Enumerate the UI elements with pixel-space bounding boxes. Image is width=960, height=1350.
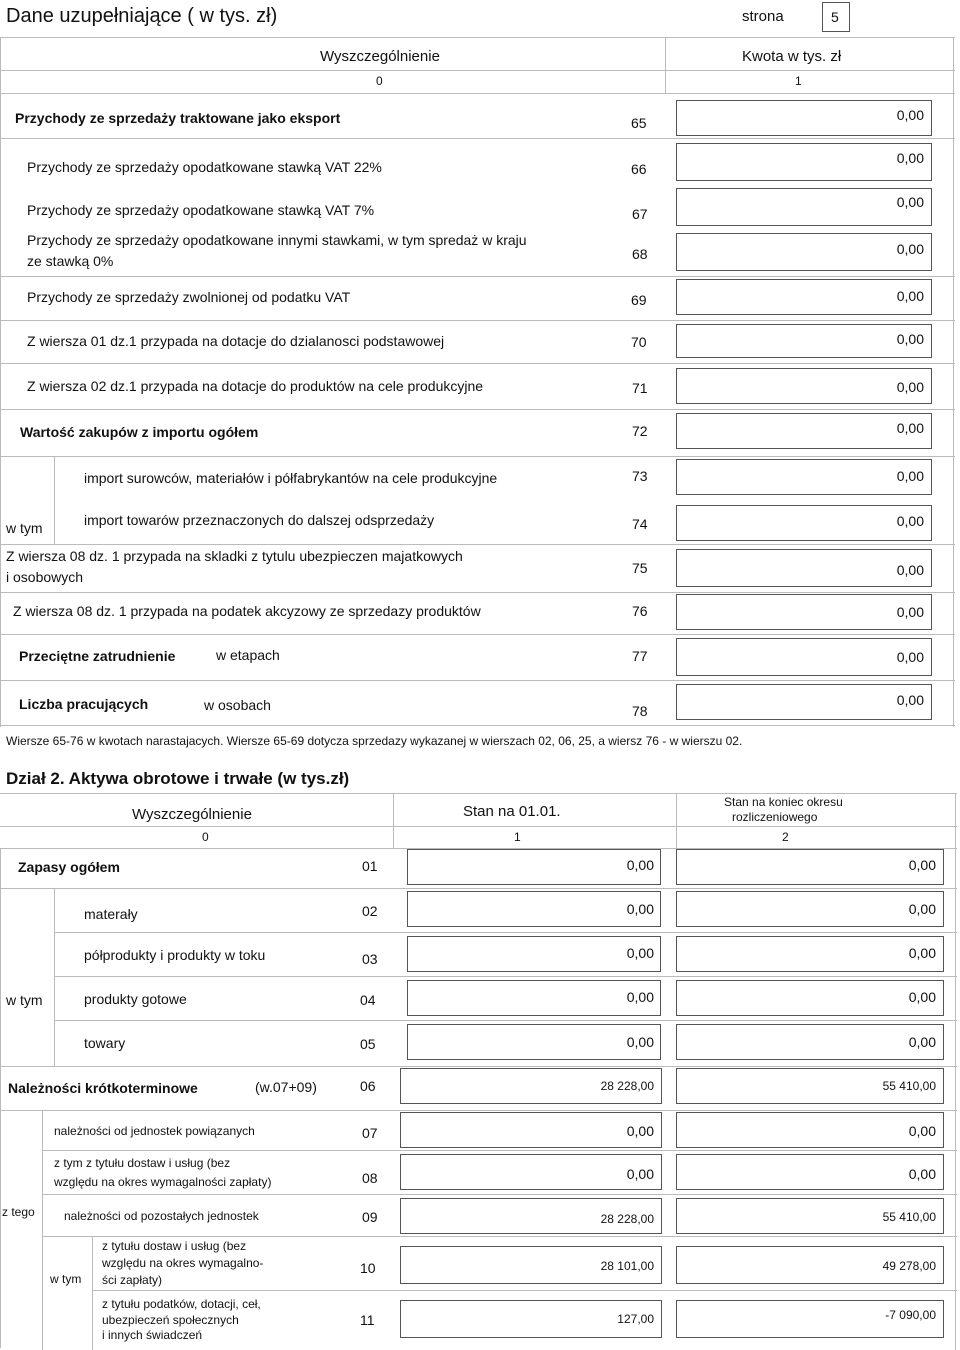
row-value: 0,00 (896, 150, 924, 166)
s2-row-label-line1: z tytułu podatków, dotacji, ceł, (102, 1297, 261, 1311)
s2-row-code: 02 (362, 903, 378, 919)
row-unit: w osobach (204, 697, 271, 713)
s2-start-field[interactable] (407, 849, 661, 885)
value-field[interactable] (676, 594, 932, 630)
value-field[interactable] (676, 684, 932, 720)
s2-row-label-line1: z tym z tytułu dostaw i usług (bez (54, 1156, 231, 1170)
s2-row-code: 04 (360, 992, 376, 1008)
s2-start-value: 0,00 (626, 901, 654, 917)
s2-end-field[interactable] (676, 1112, 944, 1148)
row-value: 0,00 (896, 379, 924, 395)
section2-column-description: Wyszczególnienie (132, 806, 252, 823)
row-label-line1: Przychody ze sprzedaży opodatkowane innymi stawkami, w tym spredaż w kraju (27, 232, 527, 248)
s2-start-value: 0,00 (626, 1034, 654, 1050)
row-value: 0,00 (896, 604, 924, 620)
row-code: 76 (632, 603, 648, 619)
s2-row-label-line2: względu na okres wymagalności zapłaty) (54, 1175, 272, 1189)
s2-end-value: 55 410,00 (882, 1210, 936, 1224)
z-tego-label: z tego (2, 1205, 35, 1219)
row-label: Z wiersza 01 dz.1 przypada na dotacje do dzialanosci podstawowej (27, 333, 445, 349)
row-label-line2: ze stawką 0% (27, 253, 114, 269)
row-value: 0,00 (896, 649, 924, 665)
s2-end-value: 0,00 (908, 945, 936, 961)
s2-end-value: 0,00 (908, 989, 936, 1005)
s2-start-value: 0,00 (626, 945, 654, 961)
row-label: Przychody ze sprzedaży opodatkowane stawką VAT 7% (27, 202, 375, 218)
section2-column-start: Stan na 01.01. (463, 803, 561, 820)
s2-row-code: 01 (362, 858, 378, 874)
s2-end-field[interactable] (676, 980, 944, 1016)
value-field[interactable] (676, 459, 932, 495)
s2-start-value: 28 101,00 (600, 1259, 654, 1273)
section1-note: Wiersze 65-76 w kwotach narastajacych. Wiersze 65-69 dotycza sprzedazy wykazanej w wierszach 02, 06, 25, a wiersz 76 - w wierszu 02. (6, 734, 743, 748)
column-number-0: 0 (376, 74, 383, 88)
row-code: 75 (632, 560, 648, 576)
row-value: 0,00 (896, 107, 924, 123)
row-label: Przychody ze sprzedaży opodatkowane stawką VAT 22% (27, 159, 382, 175)
s2-row-code: 09 (362, 1209, 378, 1225)
row-code: 77 (632, 648, 648, 664)
s2-end-field[interactable] (676, 1024, 944, 1060)
row-code: 74 (632, 516, 648, 532)
row-label: import towarów przeznaczonych do dalszej odsprzedaży (84, 512, 435, 528)
row-label-line2: i osobowych (6, 569, 84, 585)
value-field[interactable] (676, 368, 932, 404)
s2-row-code: 06 (360, 1078, 376, 1094)
row-label: Przychody ze sprzedaży traktowane jako eksport (15, 110, 341, 126)
s2-start-field[interactable] (407, 891, 661, 927)
s2-row-label: produkty gotowe (84, 991, 187, 1007)
row-label: Z wiersza 08 dz. 1 przypada na podatek akcyzowy ze sprzedazy produktów (13, 603, 481, 619)
s2-row-code: 10 (360, 1260, 376, 1276)
s2-start-value: 0,00 (626, 1166, 654, 1182)
s2-end-value: -7 090,00 (885, 1308, 936, 1322)
row-code: 68 (632, 246, 648, 262)
value-field[interactable] (676, 549, 932, 587)
s2-row-label-line1: z tytułu dostaw i usług (bez (102, 1239, 247, 1253)
w-tym-label: w tym (6, 520, 43, 536)
row-value: 0,00 (896, 288, 924, 304)
s2-row-code: 07 (362, 1125, 378, 1141)
s2-end-value: 0,00 (908, 1123, 936, 1139)
s2-row-label-line2: względu na okres wymagalno- (102, 1256, 264, 1270)
s2-start-field[interactable] (400, 1154, 662, 1190)
row-label: import surowców, materiałów i półfabrykantów na cele produkcyjne (84, 470, 498, 486)
s2-start-field[interactable] (407, 936, 661, 972)
section2-column-end-line1: Stan na koniec okresu (724, 795, 843, 809)
s2-end-value: 0,00 (908, 1166, 936, 1182)
row-value: 0,00 (896, 331, 924, 347)
row-code: 72 (632, 423, 648, 439)
s2-row-formula: (w.07+09) (255, 1079, 317, 1095)
value-field[interactable] (676, 324, 932, 358)
value-field[interactable] (676, 233, 932, 271)
s2-row-label: należności od pozostałych jednostek (64, 1209, 259, 1223)
row-value: 0,00 (896, 194, 924, 210)
row-value: 0,00 (896, 420, 924, 436)
row-code: 70 (631, 334, 647, 350)
s2-start-field[interactable] (407, 1024, 661, 1060)
row-value: 0,00 (896, 468, 924, 484)
s2-w-tym-label: w tym (6, 992, 43, 1008)
s2-start-value: 28 228,00 (600, 1212, 654, 1226)
s2-row-label: należności od jednostek powiązanych (54, 1124, 255, 1138)
s2-row-label: Zapasy ogółem (18, 859, 120, 875)
value-field[interactable] (676, 413, 932, 449)
s2-end-value: 0,00 (908, 1034, 936, 1050)
s2-row-label: towary (84, 1035, 126, 1051)
value-field[interactable] (676, 143, 932, 181)
s2-start-value: 127,00 (617, 1312, 654, 1326)
row-value: 0,00 (896, 241, 924, 257)
column-header-description: Wyszczególnienie (320, 48, 440, 65)
s2-end-field[interactable] (676, 1154, 944, 1190)
s2-row-label: półprodukty i produkty w toku (84, 947, 266, 963)
section2-column-number-1: 1 (514, 830, 521, 844)
row-code: 65 (631, 115, 647, 131)
section2-column-end-line2: rozliczeniowego (732, 810, 818, 824)
s2-start-field[interactable] (407, 980, 661, 1016)
page-label: strona (742, 8, 784, 25)
row-code: 69 (631, 292, 647, 308)
s2-start-field[interactable] (400, 1112, 662, 1148)
section2-title: Dział 2. Aktywa obrotowe i trwałe (w tys.zł) (6, 769, 350, 788)
section2-column-number-0: 0 (202, 830, 209, 844)
row-code: 66 (631, 161, 647, 177)
s2-row-label-line2: ubezpieczeń społecznych (102, 1313, 239, 1327)
s2-end-value: 55 410,00 (882, 1079, 936, 1093)
row-code: 71 (632, 380, 648, 396)
s2-start-value: 0,00 (626, 857, 654, 873)
row-label: Liczba pracujących (19, 696, 149, 712)
row-code: 67 (632, 206, 648, 222)
row-code: 73 (632, 468, 648, 484)
row-code: 78 (632, 703, 648, 719)
column-number-1: 1 (795, 74, 802, 88)
s2-row-code: 11 (360, 1312, 375, 1328)
column-header-amount: Kwota w tys. zł (742, 48, 842, 65)
value-field[interactable] (676, 505, 932, 541)
s2-row-label-line3: ści zapłaty) (102, 1273, 163, 1287)
page-title: Dane uzupełniające ( w tys. zł) (6, 5, 278, 27)
page-number-box (822, 2, 850, 32)
row-label: Przeciętne zatrudnienie (19, 648, 176, 664)
value-field[interactable] (676, 188, 932, 226)
s2-end-value: 0,00 (908, 857, 936, 873)
s2-start-value: 28 228,00 (600, 1079, 654, 1093)
page-number: 5 (831, 9, 839, 25)
s2-inner-w-tym-label: w tym (50, 1272, 82, 1286)
row-label-line1: Z wiersza 08 dz. 1 przypada na skladki z tytulu ubezpieczen majatkowych (6, 548, 463, 564)
row-label: Wartość zakupów z importu ogółem (20, 424, 259, 440)
s2-end-field[interactable] (676, 891, 944, 927)
s2-row-label-line3: i innych świadczeń (102, 1328, 203, 1342)
row-value: 0,00 (896, 692, 924, 708)
s2-start-value: 0,00 (626, 1123, 654, 1139)
s2-row-code: 03 (362, 951, 378, 967)
s2-row-code: 08 (362, 1170, 378, 1186)
s2-row-code: 05 (360, 1036, 376, 1052)
s2-end-field[interactable] (676, 936, 944, 972)
row-value: 0,00 (896, 562, 924, 578)
s2-end-value: 0,00 (908, 901, 936, 917)
row-label: Z wiersza 02 dz.1 przypada na dotacje do produktów na cele produkcyjne (27, 378, 484, 394)
s2-end-field[interactable] (676, 849, 944, 885)
row-label: Przychody ze sprzedaży zwolnionej od podatku VAT (27, 289, 351, 305)
s2-row-label: materały (84, 906, 138, 922)
row-value: 0,00 (896, 513, 924, 529)
row-unit: w etapach (216, 647, 280, 663)
s2-row-label: Należności krótkoterminowe (8, 1080, 198, 1096)
s2-end-value: 49 278,00 (882, 1259, 936, 1273)
value-field[interactable] (676, 279, 932, 315)
value-field[interactable] (676, 638, 932, 676)
s2-start-value: 0,00 (626, 989, 654, 1005)
section2-column-number-2: 2 (782, 830, 789, 844)
value-field[interactable] (676, 100, 932, 136)
